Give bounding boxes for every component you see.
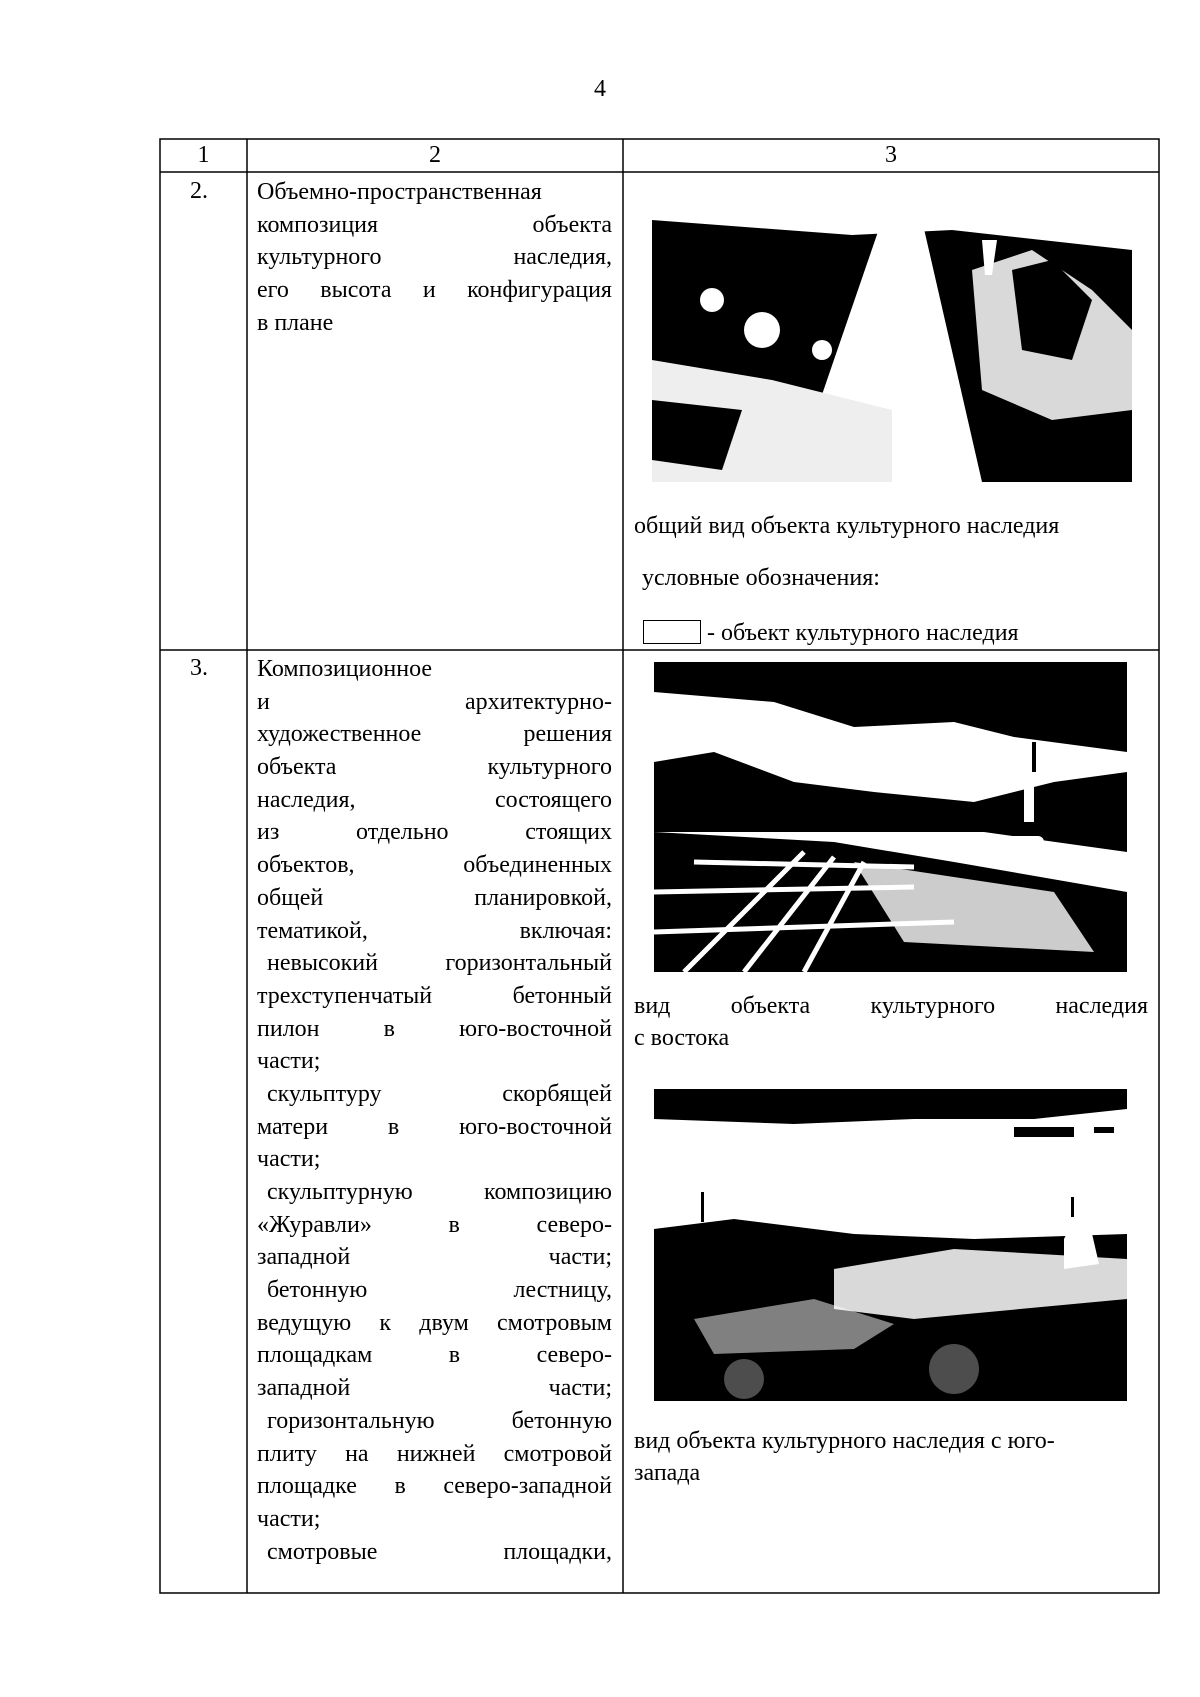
legend-swatch bbox=[643, 620, 701, 644]
caption-line: с востока bbox=[634, 1025, 730, 1051]
description-line: части; bbox=[257, 1146, 321, 1173]
image-caption: общий вид объекта культурного наследия bbox=[634, 513, 1060, 539]
description-line: в плане bbox=[257, 309, 334, 336]
description-line: пилон в юго-восточной bbox=[257, 1015, 612, 1042]
caption-line: запада bbox=[634, 1460, 701, 1486]
description-line: горизонтальную бетонную bbox=[267, 1407, 612, 1434]
photo-view-from-southwest bbox=[654, 1089, 1127, 1401]
description-line: объекта культурного bbox=[257, 754, 612, 781]
row-number: 3. bbox=[190, 655, 208, 681]
row-description bbox=[257, 653, 612, 1568]
column-header-1: 1 bbox=[197, 142, 210, 168]
description-line: скульптурную композицию bbox=[267, 1179, 612, 1205]
description-line: плиту на нижней смотровой bbox=[257, 1440, 612, 1467]
description-line: площадкам в северо- bbox=[257, 1342, 612, 1369]
description-line: художественное решения bbox=[257, 721, 612, 748]
description-line: ведущую к двум смотровым bbox=[257, 1309, 612, 1336]
description-line: тематикой, включая: bbox=[257, 917, 612, 944]
description-line: части; bbox=[257, 1048, 321, 1075]
description-line: объектов, объединенных bbox=[257, 852, 612, 879]
description-line: бетонную лестницу, bbox=[267, 1277, 612, 1304]
description-line: площадке в северо-западной bbox=[257, 1473, 612, 1500]
description-line: общей планировкой, bbox=[257, 884, 612, 911]
column-header-2: 2 bbox=[429, 142, 441, 168]
description-line: смотровые площадки, bbox=[267, 1538, 612, 1565]
description-line: «Журавли» в северо- bbox=[257, 1211, 612, 1238]
description-line: западной части; bbox=[257, 1244, 612, 1271]
row-description bbox=[257, 176, 612, 339]
caption-line: вид объекта культурного наследия bbox=[634, 993, 1148, 1019]
description-line: западной части; bbox=[257, 1375, 612, 1402]
description-line: из отдельно стоящих bbox=[257, 819, 612, 846]
page-number: 4 bbox=[594, 76, 606, 102]
description-line: культурного наследия, bbox=[257, 244, 612, 271]
description-line: его высота и конфигурация bbox=[257, 277, 612, 304]
description-line: невысокий горизонтальный bbox=[267, 950, 612, 977]
row-number: 2. bbox=[190, 178, 208, 204]
description-line: и архитектурно- bbox=[257, 688, 612, 715]
description-line: Композиционное bbox=[257, 656, 433, 682]
description-line: матери в юго-восточной bbox=[257, 1113, 612, 1140]
legend-title: условные обозначения: bbox=[642, 565, 880, 591]
description-line: части; bbox=[257, 1505, 321, 1532]
legend-item-label: - объект культурного наследия bbox=[707, 620, 1019, 646]
column-header-3: 3 bbox=[885, 142, 897, 168]
caption-line: вид объекта культурного наследия с юго- bbox=[634, 1428, 1055, 1454]
photo-general-view bbox=[652, 210, 1132, 482]
description-line: трехступенчатый бетонный bbox=[257, 982, 612, 1009]
description-line: наследия, состоящего bbox=[257, 786, 612, 813]
description-line: Объемно-пространственная bbox=[257, 179, 542, 205]
description-line: скульптуру скорбящей bbox=[267, 1080, 612, 1107]
photo-view-from-east bbox=[654, 662, 1127, 972]
description-line: композиция объекта bbox=[257, 211, 612, 238]
image-caption bbox=[634, 990, 1148, 1022]
